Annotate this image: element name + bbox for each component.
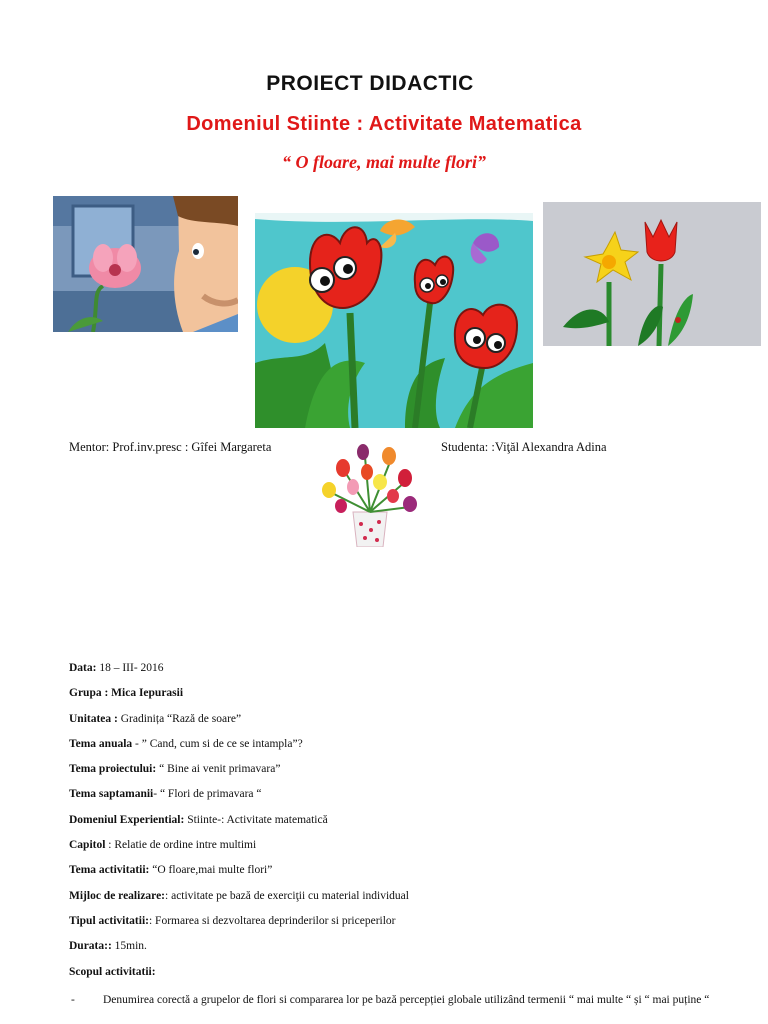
detail-value: 15min. bbox=[111, 940, 147, 953]
detail-label: Durata:: bbox=[69, 940, 112, 953]
detail-row-chapter bbox=[69, 839, 729, 864]
detail-value: : Formarea si dezvoltarea deprinderilor si priceperilor bbox=[148, 914, 396, 927]
purpose-bullet bbox=[69, 993, 729, 1007]
detail-value: “O floare,mai multe flori” bbox=[149, 864, 273, 877]
paper-flowers-image bbox=[543, 202, 761, 346]
bullet-dash: - bbox=[71, 993, 75, 1006]
document-title: PROIECT DIDACTIC bbox=[266, 72, 474, 95]
detail-label: Tema saptamanii bbox=[69, 788, 154, 801]
detail-row-domain bbox=[69, 814, 729, 839]
detail-label: Data: bbox=[69, 662, 97, 674]
tulip-bouquet-image bbox=[305, 432, 435, 547]
detail-row-duration bbox=[69, 940, 729, 965]
detail-row-purpose bbox=[69, 966, 729, 991]
domain-heading: Domeniul Stiinte : Activitate Matematica bbox=[186, 113, 582, 135]
detail-row-activity-type bbox=[69, 915, 729, 940]
detail-label: Mijloc de realizare: bbox=[69, 889, 166, 902]
detail-label: Tema activitatii: bbox=[69, 864, 150, 877]
detail-row-date bbox=[69, 662, 729, 687]
detail-row-project-theme bbox=[69, 763, 729, 788]
detail-label: Domeniul Experiential: bbox=[69, 813, 185, 826]
detail-row-group bbox=[69, 687, 729, 712]
detail-label: Unitatea : bbox=[69, 712, 118, 725]
detail-value: - “ Flori de primavara “ bbox=[153, 788, 262, 801]
activity-details bbox=[69, 662, 729, 1007]
detail-label: Grupa : Mica Iepurasii bbox=[69, 687, 184, 700]
detail-value: - ” Cand, cum si de ce se intampla”? bbox=[132, 737, 303, 750]
mentor-name: Mentor: Prof.inv.presc : Gîfei Margareta bbox=[69, 440, 272, 454]
detail-label: Tema anuala bbox=[69, 737, 133, 750]
detail-label: Tipul activitatii: bbox=[69, 914, 149, 927]
detail-label: Tema proiectului: bbox=[69, 763, 157, 776]
detail-value: 18 – III- 2016 bbox=[96, 662, 164, 674]
student-name: Studenta: :Viţăl Alexandra Adina bbox=[441, 440, 607, 454]
cartoon-tulips-image bbox=[255, 213, 533, 428]
detail-label: Scopul activitatii: bbox=[69, 965, 156, 978]
detail-row-means bbox=[69, 890, 729, 915]
detail-value: Gradinița “Rază de soare” bbox=[117, 712, 242, 725]
detail-value: : Relatie de ordine intre multimi bbox=[105, 839, 257, 852]
detail-row-unit bbox=[69, 713, 729, 738]
detail-row-activity-theme bbox=[69, 864, 729, 889]
detail-label: Capitol bbox=[69, 839, 106, 852]
activity-subtitle: “ O floare, mai multe flori” bbox=[282, 152, 486, 172]
detail-row-week-theme bbox=[69, 788, 729, 813]
detail-value: Stiinte-: Activitate matematică bbox=[184, 813, 328, 826]
detail-row-annual-theme bbox=[69, 738, 729, 763]
boy-and-flower-image bbox=[53, 196, 238, 332]
detail-value: “ Bine ai venit primavara” bbox=[156, 763, 281, 776]
detail-value: : activitate pe bază de exerciţii cu material individual bbox=[165, 889, 409, 902]
bullet-text: Denumirea corectă a grupelor de flori si compararea lor pe bază percepției globale utilizând termenii “ mai multe “ și “ mai puține “ bbox=[103, 993, 710, 1006]
